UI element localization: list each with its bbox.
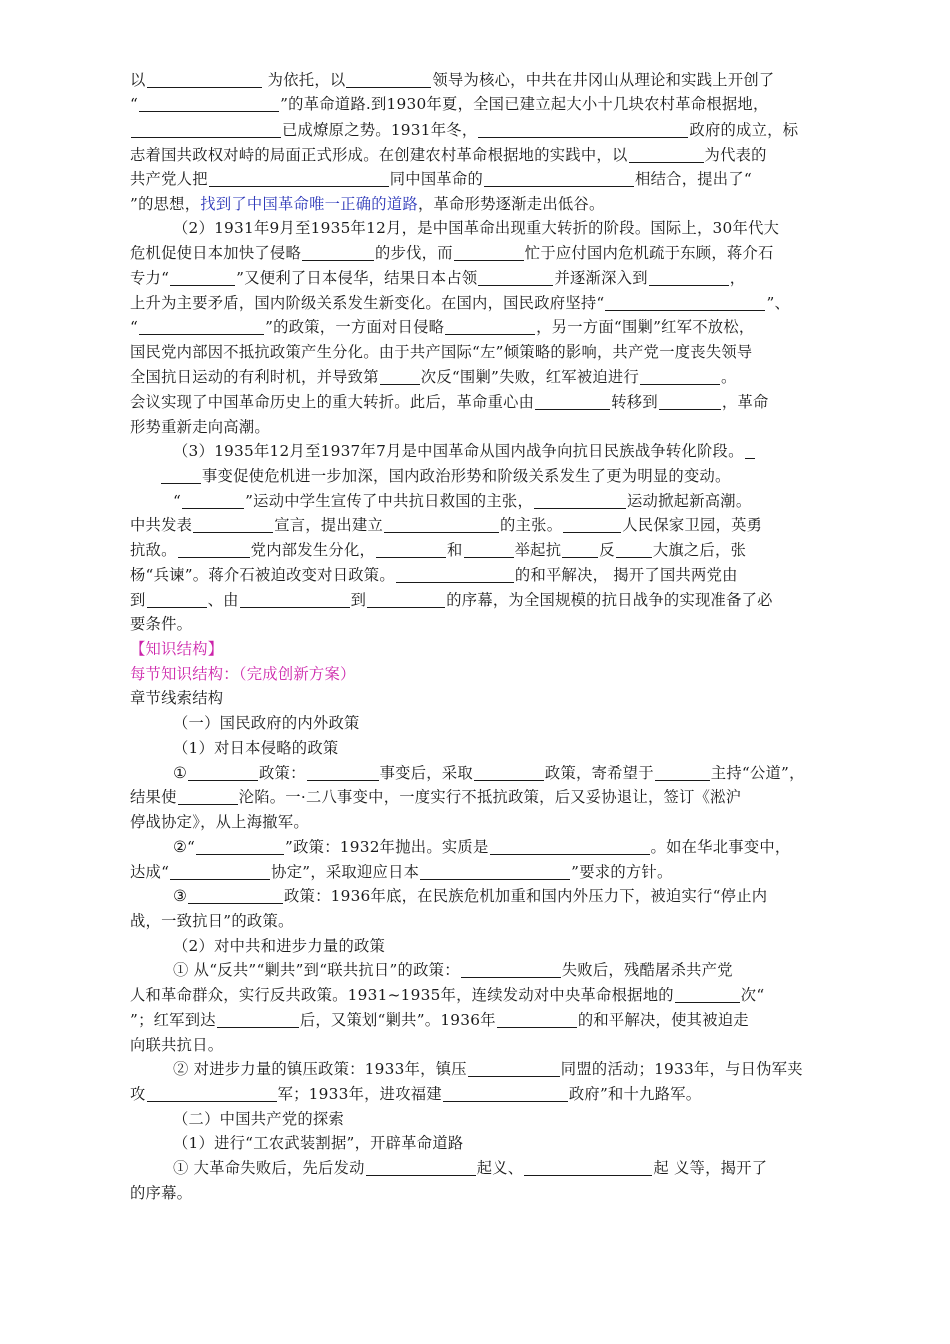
text-line — [130, 117, 798, 143]
text-line — [130, 537, 746, 563]
text-line — [173, 1106, 344, 1132]
text-run: 的序幕。 — [130, 1184, 193, 1202]
text-run: 已成燎原之势。1931年冬， — [282, 121, 478, 139]
text-run: 政府”和十九路军。 — [568, 1085, 702, 1103]
text-run: 专力“ — [130, 269, 170, 287]
text-run: 会议实现了中国革命历史上的重大转折。此后，革命重心由 — [130, 393, 535, 411]
text-run: 后，又策划“剿共”。1936年 — [299, 1011, 496, 1029]
text-run: 党内部发生分化， — [250, 541, 376, 559]
fill-in-blank[interactable] — [478, 136, 688, 138]
text-run: ① 从“反共”“剿共”到“联共抗日”的政策： — [173, 961, 460, 979]
text-line — [130, 389, 769, 415]
text-run: 人和革命群众，实行反共政策。1931~1935年，连续发动对中央革命根据地的 — [130, 986, 674, 1004]
text-line — [173, 1130, 463, 1156]
text-line — [173, 933, 385, 959]
text-line — [130, 91, 769, 117]
text-run: ②“ — [173, 838, 196, 856]
text-run: 相结合，提出了“ — [635, 170, 752, 188]
text-run: 失败后，残酷屠杀共产党 — [561, 961, 733, 979]
fill-in-blank[interactable] — [605, 309, 765, 311]
text-run: 国民党内部因不抵抗政策产生分化。由于共产国际“左”倾策略的影响，共产党一度丧失领导 — [130, 343, 753, 361]
fill-in-blank[interactable] — [170, 284, 235, 286]
text-run: 达成“ — [130, 863, 170, 881]
text-run: （3）1935年12月至1937年7月是中国革命从国内战争向抗日民族战争转化阶段。 — [173, 442, 744, 460]
fill-in-blank[interactable] — [497, 1026, 577, 1028]
text-run: “ — [130, 318, 139, 336]
text-line — [130, 240, 774, 266]
text-run: 全国抗日运动的有利时机，并导致第 — [130, 368, 379, 386]
text-line — [173, 760, 805, 786]
text-run: ”又便利了日本侵华，结果日本占领 — [236, 269, 478, 287]
fill-in-blank[interactable] — [182, 507, 244, 509]
fill-in-blank[interactable] — [240, 606, 350, 608]
section-heading: 【知识结构】 — [130, 640, 224, 658]
text-run: ”政策：1932年抛出。实质是 — [285, 838, 489, 856]
text-line — [160, 463, 731, 489]
fill-in-blank[interactable] — [380, 383, 420, 385]
text-line — [130, 1007, 749, 1033]
text-line — [173, 735, 338, 761]
fill-in-blank[interactable] — [384, 531, 499, 533]
text-line — [130, 685, 223, 711]
text-run: （1）进行“工农武装割据”，开辟革命道路 — [173, 1134, 464, 1152]
text-line — [173, 1155, 767, 1181]
text-line — [130, 809, 309, 835]
highlighted-text: 找到了中国革命唯一正确的道路 — [200, 195, 418, 213]
fill-in-blank[interactable] — [367, 606, 445, 608]
text-run: 的主张。 — [500, 516, 563, 534]
text-line — [130, 908, 294, 934]
text-run: 事变促使危机进一步加深，国内政治形势和阶级关系发生了更为明显的变动。 — [202, 467, 731, 485]
text-run: ”的革命道路.到1930年夏，全国已建立起大小十几块农村革命根据地， — [280, 95, 769, 113]
text-run: 结果使 — [130, 788, 177, 806]
text-run: （2）对中共和进步力量的政策 — [173, 937, 386, 955]
text-run: 志着国共政权对峙的局面正式形成。在创建农村革命根据地的实践中，以 — [130, 146, 628, 164]
fill-in-blank[interactable] — [563, 531, 621, 533]
text-run: ， — [729, 269, 746, 287]
text-run: 政策，寄希望于 — [544, 764, 654, 782]
text-run: ① — [173, 764, 187, 782]
text-run: 起义、 — [476, 1159, 524, 1177]
fill-in-blank[interactable] — [376, 556, 446, 558]
fill-in-blank[interactable] — [147, 606, 207, 608]
text-run: 到 — [350, 591, 367, 609]
text-line — [130, 982, 764, 1008]
text-run: ① 大革命失败后，先后发动 — [173, 1159, 365, 1177]
fill-in-blank[interactable] — [454, 259, 524, 261]
text-run: 危机促使日本加快了侵略 — [130, 244, 302, 262]
fill-in-blank[interactable] — [675, 1001, 740, 1003]
text-run: 事变后，采取 — [379, 764, 473, 782]
text-run: （2）1931年9月至1935年12月，是中国革命出现重大转折的阶段。国际上，30年代大 — [173, 219, 780, 237]
text-run: ”；红军到达 — [130, 1011, 216, 1029]
text-run: 同中国革命的 — [389, 170, 484, 188]
text-run: 的序幕，为全国规模的抗日战争的实现准备了必 — [446, 591, 773, 609]
text-line — [130, 339, 752, 365]
text-run: “ — [173, 492, 182, 510]
text-run: 、由 — [207, 591, 239, 609]
fill-in-blank[interactable] — [443, 1100, 568, 1102]
text-run: 以 — [130, 71, 146, 89]
text-line — [173, 215, 779, 241]
fill-in-blank[interactable] — [524, 1174, 652, 1176]
text-line — [130, 562, 738, 588]
fill-in-blank[interactable] — [196, 853, 284, 855]
text-run: 政策： — [258, 764, 306, 782]
text-line — [130, 611, 192, 637]
fill-in-blank[interactable] — [188, 902, 283, 904]
text-line — [173, 438, 756, 464]
fill-in-blank[interactable] — [161, 482, 201, 484]
text-line — [173, 834, 790, 860]
fill-in-blank[interactable] — [484, 185, 634, 187]
text-line — [130, 67, 774, 93]
text-run: 。如在华北事变中， — [650, 838, 791, 856]
text-run: ，另一方面“围剿”红军不放松， — [536, 318, 755, 336]
text-line — [130, 1081, 701, 1107]
text-run: 人民保家卫园，英勇 — [622, 516, 763, 534]
fill-in-blank[interactable] — [640, 383, 720, 385]
text-run: 章节线索结构 — [130, 689, 224, 707]
text-line — [130, 265, 745, 291]
fill-in-blank[interactable] — [131, 136, 281, 138]
text-run: 的步伐，而 — [375, 244, 453, 262]
fill-in-blank[interactable] — [490, 853, 650, 855]
text-run: （一）国民政府的内外政策 — [173, 714, 360, 732]
text-run: 和 — [447, 541, 463, 559]
fill-in-blank[interactable] — [478, 284, 553, 286]
section-heading: 每节知识结构：（完成创新方案） — [130, 665, 356, 683]
fill-in-blank[interactable] — [178, 556, 250, 558]
text-run: 宣言，提出建立 — [274, 516, 384, 534]
fill-in-blank[interactable] — [307, 779, 379, 781]
fill-in-blank[interactable] — [217, 1026, 299, 1028]
fill-in-blank[interactable] — [346, 86, 431, 88]
fill-in-blank[interactable] — [659, 408, 721, 410]
text-run: 为依托，以 — [262, 71, 346, 89]
text-run: 上升为主要矛盾，国内阶级关系发生新变化。在国内，国民政府坚持“ — [130, 294, 605, 312]
text-line — [173, 710, 360, 736]
fill-in-blank[interactable] — [420, 878, 570, 880]
text-run: 大旗之后，张 — [652, 541, 747, 559]
text-run: ”的思想， — [130, 195, 201, 213]
text-run: ③ — [173, 887, 187, 905]
text-run: 领导为核心，中共在井冈山从理论和实践上开创了 — [432, 71, 775, 89]
text-run: 到 — [130, 591, 146, 609]
fill-in-blank[interactable] — [147, 1100, 277, 1102]
text-run: 举起抗 — [514, 541, 562, 559]
fill-in-blank[interactable] — [178, 803, 238, 805]
fill-in-blank[interactable] — [745, 457, 755, 459]
text-run: 停战协定》，从上海撤军。 — [130, 813, 309, 831]
fill-in-blank[interactable] — [649, 284, 729, 286]
text-run: 主持“公道”， — [710, 764, 805, 782]
text-run: ，革命 — [721, 393, 769, 411]
text-run: 政策：1936年底，在民族危机加重和国内外压力下，被迫实行“停止内 — [283, 887, 768, 905]
text-run: 杨“兵谏”。蒋介石被迫改变对日政策。 — [130, 566, 395, 584]
text-run: 军；1933年，进攻福建 — [277, 1085, 442, 1103]
text-run: 政府的成立，标 — [689, 121, 799, 139]
fill-in-blank[interactable] — [188, 779, 258, 781]
fill-in-blank[interactable] — [396, 581, 514, 583]
fill-in-blank[interactable] — [147, 86, 262, 88]
text-line — [173, 883, 767, 909]
text-line — [130, 512, 762, 538]
text-line — [130, 784, 741, 810]
text-line — [173, 957, 733, 983]
text-run: 忙于应付国内危机疏于东顾，蒋介石 — [524, 244, 774, 262]
text-run: 形势重新走向高潮。 — [130, 418, 270, 436]
text-line — [130, 859, 673, 885]
text-run: 。 — [721, 368, 737, 386]
fill-in-blank[interactable] — [366, 1174, 476, 1176]
text-run: 的和平解决， 揭开了国共两党由 — [514, 566, 738, 584]
text-line — [130, 661, 356, 687]
text-run: 起 义等，揭开了 — [653, 1159, 768, 1177]
text-run: ② 对进步力量的镇压政策：1933年，镇压 — [173, 1060, 467, 1078]
fill-in-blank[interactable] — [461, 976, 561, 978]
text-line — [130, 636, 223, 662]
fill-in-blank[interactable] — [535, 408, 610, 410]
text-run: ，革命形势逐渐走出低谷。 — [417, 195, 605, 213]
fill-in-blank[interactable] — [445, 333, 535, 335]
text-line — [130, 1032, 223, 1058]
fill-in-blank[interactable] — [139, 110, 279, 112]
fill-in-blank[interactable] — [139, 333, 264, 335]
text-run: 向联共抗日。 — [130, 1036, 224, 1054]
text-line — [173, 1056, 803, 1082]
text-run: 转移到 — [611, 393, 658, 411]
text-run: 次反“围剿”失败，红军被迫进行 — [420, 368, 640, 386]
text-line — [130, 314, 754, 340]
fill-in-blank[interactable] — [170, 878, 270, 880]
text-run: 的和平解决，使其被迫走 — [577, 1011, 749, 1029]
text-run: 运动掀起新高潮。 — [627, 492, 752, 510]
fill-in-blank[interactable] — [474, 779, 544, 781]
text-run: 战，一致抗日”的政策。 — [130, 912, 294, 930]
text-run: ”、 — [766, 294, 791, 312]
text-line — [130, 414, 270, 440]
fill-in-blank[interactable] — [193, 531, 273, 533]
text-run: （二）中国共产党的探索 — [173, 1110, 345, 1128]
text-run: 协定”，采取迎应日本 — [271, 863, 420, 881]
text-run: 为代表的 — [704, 146, 767, 164]
fill-in-blank[interactable] — [468, 1075, 560, 1077]
text-line — [130, 1180, 192, 1206]
text-run: 攻 — [130, 1085, 146, 1103]
fill-in-blank[interactable] — [302, 259, 374, 261]
fill-in-blank[interactable] — [562, 556, 598, 558]
text-line — [130, 290, 790, 316]
fill-in-blank[interactable] — [534, 507, 626, 509]
text-run: 反 — [599, 541, 615, 559]
text-run: 共产党人把 — [130, 170, 208, 188]
text-run: ”的政策，一方面对日侵略 — [265, 318, 445, 336]
text-line — [130, 142, 767, 168]
text-run: 沦陷。一·二八事变中，一度实行不抵抗政策，后又妥协退让，签订《淞沪 — [238, 788, 742, 806]
fill-in-blank[interactable] — [616, 556, 652, 558]
fill-in-blank[interactable] — [209, 185, 389, 187]
text-run: 中共发表 — [130, 516, 193, 534]
text-run: “ — [130, 95, 139, 113]
text-line — [130, 364, 737, 390]
text-run: 要条件。 — [130, 615, 193, 633]
text-line — [130, 191, 605, 217]
text-run: 并逐渐深入到 — [554, 269, 648, 287]
text-run: ”运动中学生宣传了中共抗日救国的主张， — [245, 492, 533, 510]
text-run: 次“ — [740, 986, 765, 1004]
text-line — [130, 166, 752, 192]
text-run: 抗敌。 — [130, 541, 177, 559]
text-line — [173, 488, 751, 514]
text-run: 同盟的活动；1933年，与日伪军夹 — [560, 1060, 803, 1078]
fill-in-blank[interactable] — [629, 161, 704, 163]
fill-in-blank[interactable] — [464, 556, 514, 558]
text-run: ”要求的方针。 — [571, 863, 673, 881]
text-run: （1）对日本侵略的政策 — [173, 739, 339, 757]
fill-in-blank[interactable] — [655, 779, 710, 781]
text-line — [130, 587, 773, 613]
